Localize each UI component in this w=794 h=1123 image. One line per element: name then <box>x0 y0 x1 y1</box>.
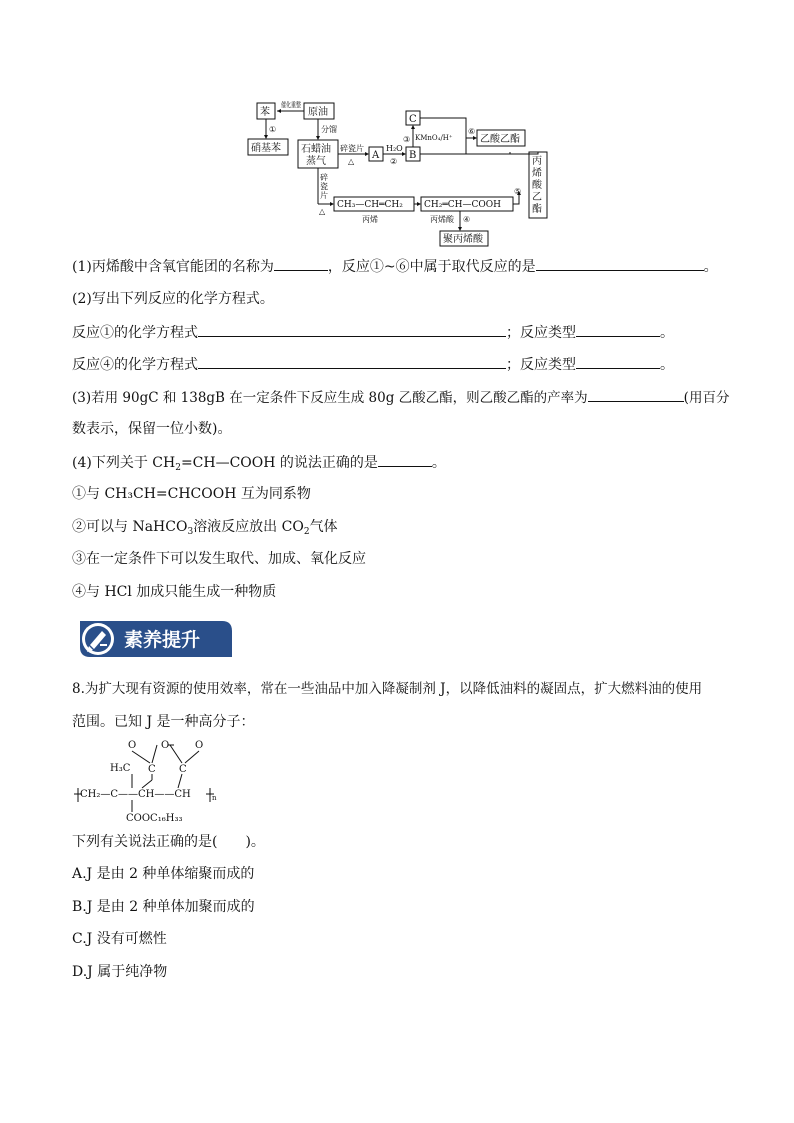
question-1 <box>72 256 718 277</box>
choice-d[interactable]: D.J 属于纯净物 <box>72 964 168 980</box>
q2a-text-c: 。 <box>660 325 674 341</box>
ethyl-acrylate-5: 酯 <box>532 204 542 215</box>
question-2a <box>72 322 674 343</box>
choice-c[interactable]: C.J 没有可燃性 <box>72 931 167 947</box>
question-3-line-2: 数表示，保留一位小数)。 <box>72 421 232 437</box>
reaction-5-label: ⑤ <box>514 187 522 196</box>
opt2-text-b: 溶液反应放出 CO <box>193 519 304 535</box>
acrylic-formula: CH₂═CH—COOH <box>424 200 501 210</box>
ethyl-acrylate-2: 烯 <box>532 168 542 179</box>
carbonyl-carbon-right: C <box>179 764 187 775</box>
section-banner <box>76 619 234 659</box>
opt2-text-a: ②可以与 NaHCO <box>72 519 188 535</box>
question-8-line-2: 范围。已知 J 是一种高分子： <box>72 714 255 730</box>
porcelain-v3: 片 <box>320 191 328 200</box>
propylene-formula: CH₃—CH═CH₂ <box>337 200 403 210</box>
nitrobenzene-label: 硝基苯 <box>251 143 281 154</box>
reaction-4-label: ④ <box>463 215 471 224</box>
opt2-text-c: 气体 <box>309 519 338 535</box>
q2a-text-a: 反应①的化学方程式 <box>72 325 198 341</box>
q4-text-b: =CH—COOH 的说法正确的是 <box>180 455 378 471</box>
propylene-label: 丙烯 <box>362 215 378 224</box>
q1-text-c: 。 <box>703 259 718 275</box>
opt2-sub-2: 2 <box>303 527 310 537</box>
question-8-line-1: 8.为扩大现有资源的使用效率，常在一些油品中加入降凝制剂 J，以降低油料的凝固点，扩大燃料油的使用 <box>72 681 703 697</box>
q1-blank-2[interactable] <box>536 256 704 271</box>
reaction-flow-diagram <box>240 96 560 248</box>
choice-a[interactable]: A.J 是由 2 种单体缩聚而成的 <box>72 866 255 882</box>
q2b-equation-blank[interactable] <box>198 354 506 369</box>
question-3-line-1 <box>72 387 729 408</box>
q2b-type-blank[interactable] <box>576 354 660 369</box>
node-a-label: A <box>372 150 380 161</box>
carbonyl-carbon-left: C <box>148 764 156 775</box>
polymer-structure <box>72 736 232 826</box>
question-2-title: (2)写出下列反应的化学方程式。 <box>72 291 274 307</box>
reaction-6-label: ⑥ <box>468 127 476 136</box>
porcelain-v1: 碎 <box>320 173 328 182</box>
paraffin-label-1: 石蜡油 <box>301 144 331 155</box>
question-4 <box>72 452 446 478</box>
q3-yield-blank[interactable] <box>588 387 684 402</box>
q4-text-c: 。 <box>431 455 446 471</box>
q1-blank-1[interactable] <box>274 256 328 271</box>
q2b-text-a: 反应④的化学方程式 <box>72 357 198 373</box>
acrylic-label: 丙烯酸 <box>430 215 454 224</box>
reaction-1-label: ① <box>269 125 277 134</box>
paraffin-label-2: 蒸气 <box>306 156 326 167</box>
ethyl-acrylate-1: 丙 <box>532 156 542 167</box>
question-8-prompt: 下列有关说法正确的是( )。 <box>72 834 265 850</box>
option-1: ①与 CH₃CH=CHCOOH 互为同系物 <box>72 486 311 502</box>
banner-label: 素养提升 <box>124 629 201 651</box>
polyacrylic-label: 聚丙烯酸 <box>443 234 483 245</box>
kmno4-label: KMnO₄/H⁺ <box>415 134 453 142</box>
oxygen-2: O <box>161 740 170 751</box>
node-c-label: C <box>409 114 417 125</box>
ethyl-acrylate-3: 酸 <box>532 180 542 191</box>
q4-text-a: (4)下列关于 CH <box>72 455 176 471</box>
option-4: ④与 HCl 加成只能生成一种物质 <box>72 584 277 600</box>
q2a-text-b: ；反应类型 <box>506 325 576 341</box>
heat-label-1: △ <box>348 157 355 166</box>
q3-text-a: (3)若用 90gC 和 138gB 在一定条件下反应生成 80g 乙酸乙酯，则乙酸乙酯的产率为 <box>72 390 588 406</box>
reaction-3-label: ③ <box>403 135 411 144</box>
ethyl-acrylate-4: 乙 <box>532 192 542 203</box>
opt2-sub-3: 3 <box>187 527 194 537</box>
option-3: ③在一定条件下可以发生取代、加成、氧化反应 <box>72 551 366 567</box>
ethyl-acetate-label: 乙酸乙酯 <box>480 134 520 145</box>
repeat-n: n <box>212 794 217 802</box>
oxygen-3: O <box>195 740 204 751</box>
choice-b[interactable]: B.J 是由 2 种单体加聚而成的 <box>72 899 255 915</box>
q4-blank[interactable] <box>378 452 432 467</box>
q2b-text-b: ；反应类型 <box>506 357 576 373</box>
option-2 <box>72 517 338 542</box>
heat-label-2: △ <box>319 207 326 216</box>
question-2b <box>72 354 674 375</box>
reaction-2-label: ② <box>390 157 398 166</box>
catalytic-label: 催化重整 <box>281 101 309 109</box>
q2a-type-blank[interactable] <box>576 322 660 337</box>
porcelain-label: 碎瓷片 <box>340 144 364 153</box>
q2a-equation-blank[interactable] <box>198 322 506 337</box>
methyl-label: H₃C <box>110 763 131 774</box>
q1-text-b: ，反应①~⑥中属于取代反应的是 <box>327 259 536 275</box>
porcelain-v2: 瓷 <box>320 182 328 191</box>
crude-oil-label: 原油 <box>308 107 328 118</box>
q2b-text-c: 。 <box>660 357 674 373</box>
q3-text-b: (用百分 <box>683 390 730 406</box>
oxygen-1: O <box>128 740 137 751</box>
q1-text-a: (1)丙烯酸中含氧官能团的名称为 <box>72 259 274 275</box>
main-chain: CH₂—C——CH——CH <box>80 789 191 800</box>
node-b-label: B <box>409 150 417 161</box>
fractionation-label: 分馏 <box>321 125 337 134</box>
q4-subscript: 2 <box>175 463 181 473</box>
water-label: H₂O <box>386 144 403 153</box>
ester-group: COOC₁₆H₃₃ <box>126 813 183 824</box>
benzene-label: 苯 <box>260 107 270 118</box>
